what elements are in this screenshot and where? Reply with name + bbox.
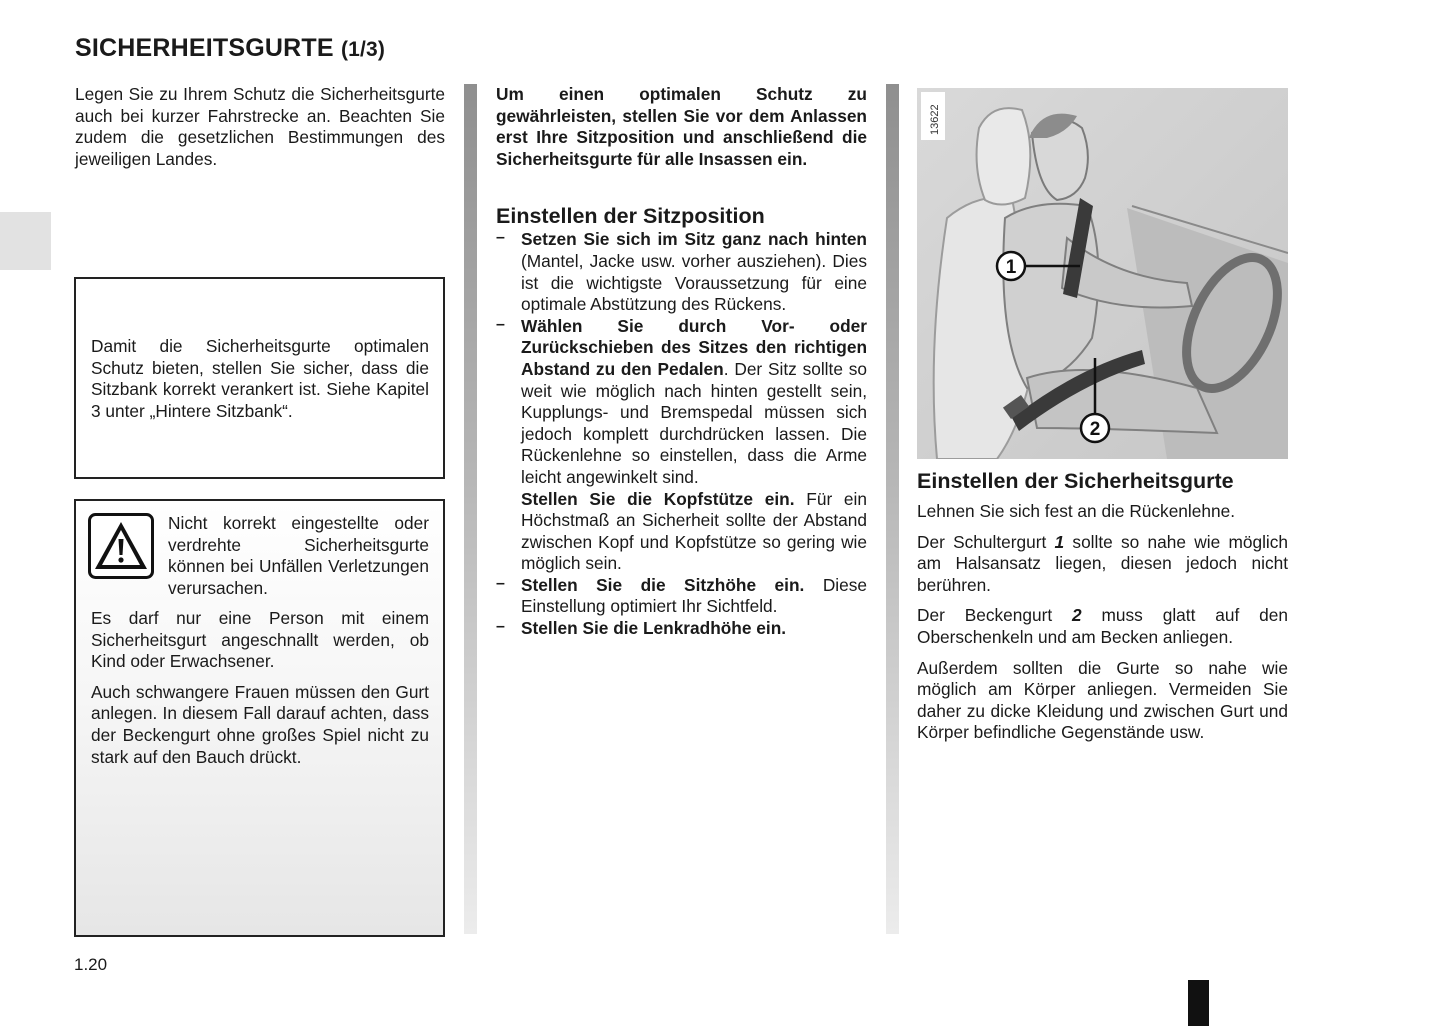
list-dash: – — [496, 618, 505, 636]
page-title-part: (1/3) — [340, 38, 386, 61]
callout-2: 2 — [1089, 419, 1101, 440]
item1-bold: Setzen Sie sich im Sitz ganz nach hinten — [521, 229, 867, 250]
info-box-text: Damit die Sicherheitsgurte optimalen Schutz bieten, stellen Sie sicher, dass die Sitzbank korrekt verankert ist. Siehe Kapitel 3 unter „Hintere Sitzbank“. — [91, 336, 429, 421]
belt-text-4: Außerdem sollten die Gurte so nahe wie möglich am Körper anliegen. Vermeiden Sie daher zu dicke Kleidung und zwischen Gurt und Körper befindliche Gegenstände usw. — [917, 657, 1288, 743]
belt-text-2: Der Schultergurt 1 sollte so nahe wie möglich am Halsansatz liegen, diesen jedoch nicht berühren. — [917, 531, 1288, 595]
seat-heading: Einstellen der Sitzposition — [496, 204, 765, 229]
illustration-ref: 13622 — [929, 104, 941, 135]
page-title — [75, 34, 385, 63]
page-title-text: SICHERHEITSGURTE — [75, 34, 334, 62]
belt-text-3: Der Beckengurt 2 muss glatt auf den Oberschenkeln und am Becken anliegen. — [917, 605, 1288, 647]
seat-section — [496, 84, 867, 640]
list-item — [496, 229, 867, 315]
page-edge-marker — [1188, 980, 1209, 1026]
list-item — [496, 618, 867, 640]
page-number: 1.20 — [74, 955, 108, 974]
belt-section — [917, 88, 1288, 753]
list-dash: – — [496, 315, 505, 333]
warning-box — [74, 499, 445, 937]
seatbelt-illustration — [917, 88, 1288, 459]
chapter-tab — [0, 212, 51, 270]
info-box — [74, 277, 445, 479]
callout-1: 1 — [1005, 257, 1017, 278]
driver-figure — [917, 88, 1288, 459]
intro-text: Legen Sie zu Ihrem Schutz die Sicherheitsgurte auch bei kurzer Fahrstrecke an. Beachten Sie zudem die gesetzlichen Bestimmungen des jeweiligen Landes. — [75, 84, 445, 169]
item2b-bold: Stellen Sie die Kopfstütze ein. — [521, 488, 795, 509]
item1-text: (Mantel, Jacke usw. vorher ausziehen). Dies ist die wichtigste Voraussetzung für eine optimale Abstützung des Rückens. — [521, 250, 867, 315]
belt-text-1: Lehnen Sie sich fest an die Rückenlehne. — [917, 501, 1235, 521]
warning-text-1: Nicht korrekt eingestellte oder verdrehte Sicherheitsgurte können bei Unfällen Verletzungen verursachen. — [168, 513, 429, 598]
column-divider-1 — [464, 84, 477, 934]
column-divider-2 — [886, 84, 899, 934]
item2-bold: Wählen Sie durch Vor- oder Zurückschieben des Sitzes den richtigen Abstand zu den Pedalen — [521, 315, 867, 379]
item3-text: Diese Einstellung optimiert Ihr Sichtfeld. — [521, 574, 868, 617]
item4-bold: Stellen Sie die Lenkradhöhe ein. — [521, 618, 787, 639]
item3-bold: Stellen Sie die Sitzhöhe ein. — [521, 574, 805, 595]
list-dash: – — [496, 229, 505, 247]
belt-heading: Einstellen der Sicherheitsgurte — [917, 469, 1234, 493]
warning-text-2: Es darf nur eine Person mit einem Sicherheitsgurt angeschnallt werden, ob Kind oder Erwachsener. — [91, 608, 429, 672]
warning-triangle-icon — [88, 513, 154, 579]
item2-text: . Der Sitz sollte so weit wie möglich nach hinten gestellt sein, Kupplungs- und Bremspedal müssen sich jedoch komplett durchdrücken lassen. Die Rückenlehne so einstellen, dass die Arme leicht angewinkelt sind. — [521, 358, 867, 487]
list-item — [496, 316, 867, 575]
intro-section — [75, 84, 445, 170]
list-dash: – — [496, 574, 505, 592]
list-item — [496, 575, 867, 618]
seat-intro: Um einen optimalen Schutz zu gewährleisten, stellen Sie vor dem Anlassen erst Ihre Sitzposition und anschließend die Sicherheitsgurte für alle Insassen ein. — [496, 84, 867, 169]
warning-text-3: Auch schwangere Frauen müssen den Gurt anlegen. In diesem Fall darauf achten, dass der Beckengurt ohne großes Spiel nicht zu stark auf den Bauch drückt. — [91, 681, 429, 767]
item2b-text: Für ein Höchstmaß an Sicherheit sollte der Abstand zwischen Kopf und Kopfstütze so gering wie möglich sein. — [521, 488, 867, 574]
